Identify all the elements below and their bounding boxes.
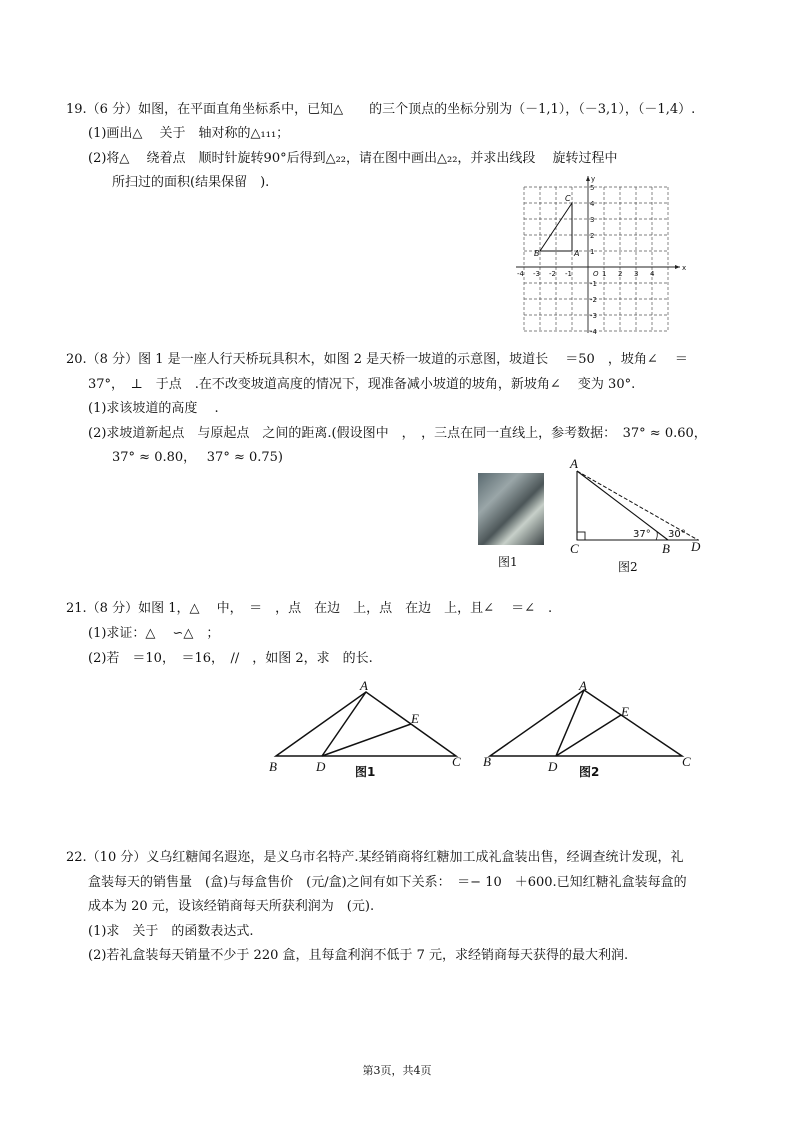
bridge-toy-photo: [478, 473, 544, 545]
q19-line4: 所扫过的面积(结果保留 ).: [112, 175, 270, 190]
svg-text:4: 4: [650, 270, 655, 278]
triangle-figure-1: [266, 680, 476, 780]
q22-line5: (2)若礼盒装每天销量不少于 220 盒，且每盒利润不低于 7 元，求经销商每天获得的最大利润.: [88, 948, 629, 963]
fig20-caption1: 图1: [498, 555, 518, 569]
svg-text:-2: -2: [590, 296, 597, 304]
angle-37-label: 37°: [633, 529, 651, 540]
triangle-figure-2: [480, 680, 700, 780]
svg-text:1: 1: [602, 270, 607, 278]
y-axis-label: y: [591, 175, 596, 183]
x-axis-arrow: [675, 265, 680, 269]
x-tick-labels: [517, 270, 655, 278]
svg-text:5: 5: [590, 184, 595, 192]
q19-line3: (2)将△ 绕着点 顺时针旋转90°后得到△₂₂，请在图中画出△₂₂，并求出线段 旋转过程中: [88, 151, 618, 166]
svg-text:2: 2: [590, 232, 595, 240]
fig20-caption2: 图2: [618, 560, 638, 574]
fig21-caption2: 图2: [579, 765, 600, 779]
point-a-label: A: [574, 249, 580, 258]
fig21a-label-b: B: [269, 759, 277, 774]
fig21a-label-e: E: [411, 711, 419, 726]
svg-text:-1: -1: [565, 270, 572, 278]
fig21a-label-a: A: [360, 680, 368, 693]
q19-line2: (1)画出△ 关于 轴对称的△₁₁₁；: [88, 126, 290, 141]
page-footer: 第3页，共4页: [362, 1064, 432, 1077]
svg-text:-2: -2: [549, 270, 556, 278]
q20-line2: 37°， ⊥ 于点 .在不改变坡道高度的情况下，现准备减小坡道的坡角，新坡角∠ 变为 30°.: [88, 377, 636, 392]
y-tick-labels: [590, 184, 598, 334]
svg-text:3: 3: [634, 270, 639, 278]
q22-line1: 22.（10 分）义乌红糖闻名遐迩，是义乌市名特产.某经销商将红糖加工成礼盒装出售，经调查统计发现，礼: [66, 850, 684, 865]
svg-text:-4: -4: [517, 270, 524, 278]
svg-text:3: 3: [590, 216, 595, 224]
fig21b-label-c: C: [682, 754, 691, 769]
svg-text:2: 2: [618, 270, 623, 278]
svg-text:-4: -4: [590, 328, 597, 334]
point-b-label: B: [534, 249, 540, 258]
fig20-label-b: B: [662, 541, 670, 556]
q21-line1: 21.（8 分）如图 1，△ 中， ＝ ，点 在边 上，点 在边 上，且∠ ＝∠ .: [66, 601, 553, 616]
origin-label: O: [593, 270, 599, 278]
fig21b-label-d: D: [548, 759, 558, 774]
fig21b-label-a: A: [579, 680, 587, 693]
x-axis-label: x: [682, 264, 687, 272]
svg-text:4: 4: [590, 200, 595, 208]
svg-text:1: 1: [590, 248, 595, 256]
q22-line3: 成本为 20 元，设该经销商每天所获利润为 (元).: [88, 899, 375, 914]
fig21b-label-b: B: [483, 754, 491, 769]
q21-line2: (1)求证：△ ∽△ ；: [88, 626, 220, 641]
svg-text:-3: -3: [590, 312, 597, 320]
q22-line4: (1)求 关于 的函数表达式.: [88, 924, 254, 939]
fig21b-label-e: E: [621, 704, 629, 719]
q21-line3: (2)若 ＝10， ＝16， // ，如图 2，求 的长.: [88, 651, 373, 666]
q20-line1: 20.（8 分）图 1 是一座人行天桥玩具积木，如图 2 是天桥一坡道的示意图，坡道长 ＝50 ，坡角∠ ＝: [66, 352, 688, 367]
q22-line2: 盒装每天的销售量 (盒)与每盒售价 (元/盒)之间有如下关系： ＝− 10 ＋600.已知红糖礼盒装每盒的: [88, 875, 687, 890]
fig20-label-c: C: [570, 541, 579, 556]
fig20-label-d: D: [691, 539, 701, 554]
svg-text:-1: -1: [590, 280, 597, 288]
q20-line4: (2)求坡道新起点 与原起点 之间的距离.(假设图中 ， ，三点在同一直线上，参考数据： 37° ≈ 0.60，: [88, 426, 707, 441]
angle-30-label: 30°: [668, 529, 686, 540]
svg-text:-3: -3: [533, 270, 540, 278]
q20-line5: 37° ≈ 0.80， 37° ≈ 0.75): [112, 450, 283, 465]
fig20-label-a: A: [570, 456, 578, 471]
y-axis-arrow: [586, 176, 590, 181]
slope-diagram: [565, 456, 705, 556]
fig21a-label-d: D: [316, 759, 326, 774]
point-c-label: C: [565, 194, 571, 203]
q19-line1: 19.（6 分）如图，在平面直角坐标系中，已知△ 的三个顶点的坐标分别为（－1,1），（－3,1），（－1,4）.: [66, 102, 696, 117]
q20-line3: (1)求该坡道的高度 .: [88, 401, 219, 416]
fig21a-label-c: C: [452, 754, 461, 769]
fig21-caption1: 图1: [355, 765, 376, 779]
coordinate-grid-figure: [512, 172, 688, 334]
